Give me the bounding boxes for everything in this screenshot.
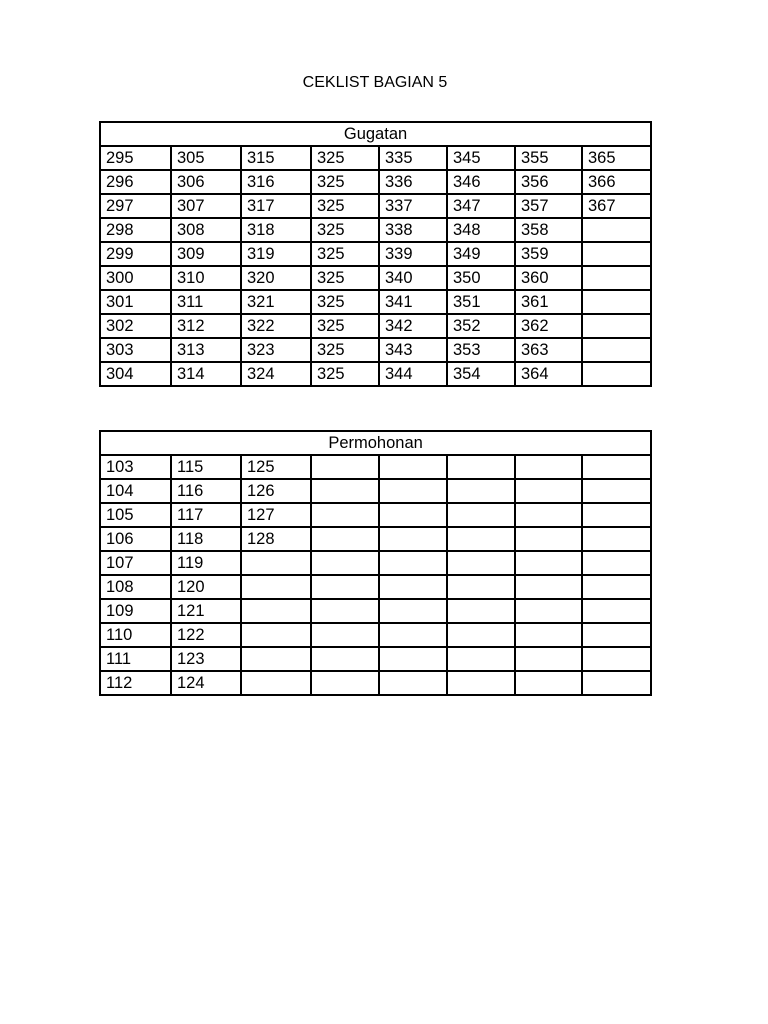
table-cell: 323 <box>241 338 311 362</box>
table-cell: 343 <box>379 338 447 362</box>
table-cell: 298 <box>100 218 171 242</box>
table-cell: 106 <box>100 527 171 551</box>
table-cell: 308 <box>171 218 241 242</box>
table-cell: 117 <box>171 503 241 527</box>
table-cell <box>582 290 651 314</box>
table-cell <box>379 647 447 671</box>
table-cell <box>241 575 311 599</box>
table-row <box>100 218 651 242</box>
table-cell <box>379 623 447 647</box>
table-cell: 364 <box>515 362 582 386</box>
table-cell: 123 <box>171 647 241 671</box>
table-cell: 311 <box>171 290 241 314</box>
table-cell: 305 <box>171 146 241 170</box>
table-cell: 325 <box>311 266 379 290</box>
document-title: CEKLIST BAGIAN 5 <box>302 74 448 91</box>
table-row <box>100 623 651 647</box>
table-cell: 321 <box>241 290 311 314</box>
table-cell: 304 <box>100 362 171 386</box>
table-cell: 115 <box>171 455 241 479</box>
table-cell: 352 <box>447 314 515 338</box>
table-cell: 338 <box>379 218 447 242</box>
table-cell: 318 <box>241 218 311 242</box>
table-row <box>100 266 651 290</box>
table-cell: 300 <box>100 266 171 290</box>
table-cell: 307 <box>171 194 241 218</box>
table-cell <box>515 527 582 551</box>
table-cell: 325 <box>311 194 379 218</box>
table-cell: 118 <box>171 527 241 551</box>
table-cell <box>379 575 447 599</box>
table-cell: 325 <box>311 362 379 386</box>
table-cell: 125 <box>241 455 311 479</box>
table-row <box>100 290 651 314</box>
table-cell <box>379 671 447 695</box>
table-cell <box>379 527 447 551</box>
table-cell <box>447 623 515 647</box>
table-cell <box>447 671 515 695</box>
table-row <box>100 551 651 575</box>
table-cell <box>311 623 379 647</box>
table-header-row <box>100 122 651 146</box>
table-cell: 109 <box>100 599 171 623</box>
table-cell: 325 <box>311 146 379 170</box>
table-cell: 111 <box>100 647 171 671</box>
table-cell: 362 <box>515 314 582 338</box>
table-cell <box>582 671 651 695</box>
table-cell: 363 <box>515 338 582 362</box>
table-cell: 313 <box>171 338 241 362</box>
table-row <box>100 575 651 599</box>
table-cell: 345 <box>447 146 515 170</box>
table-cell: 325 <box>311 338 379 362</box>
table-row <box>100 314 651 338</box>
table-cell: 351 <box>447 290 515 314</box>
table-cell <box>582 242 651 266</box>
table-cell: 107 <box>100 551 171 575</box>
table-cell: 347 <box>447 194 515 218</box>
table-row <box>100 455 651 479</box>
table-cell: 325 <box>311 170 379 194</box>
table-cell: 128 <box>241 527 311 551</box>
table-cell <box>582 455 651 479</box>
table-row <box>100 503 651 527</box>
table-cell: 365 <box>582 146 651 170</box>
table-cell <box>241 647 311 671</box>
table-cell: 122 <box>171 623 241 647</box>
table-cell: 325 <box>311 218 379 242</box>
table-cell: 297 <box>100 194 171 218</box>
permohonan-table <box>99 430 652 696</box>
table-row <box>100 647 651 671</box>
table-cell: 354 <box>447 362 515 386</box>
table-cell <box>379 551 447 575</box>
table-cell <box>582 479 651 503</box>
table-cell <box>515 599 582 623</box>
table-cell: 361 <box>515 290 582 314</box>
table-cell <box>311 479 379 503</box>
table-row <box>100 599 651 623</box>
table-cell: 346 <box>447 170 515 194</box>
table-cell <box>241 551 311 575</box>
table-cell: 316 <box>241 170 311 194</box>
table-cell <box>311 599 379 623</box>
table-cell <box>379 455 447 479</box>
table-cell <box>582 503 651 527</box>
table-cell: 357 <box>515 194 582 218</box>
table-cell <box>582 551 651 575</box>
table-cell <box>241 623 311 647</box>
table-cell: 340 <box>379 266 447 290</box>
gugatan-header: Gugatan <box>100 122 651 146</box>
table-cell <box>311 503 379 527</box>
table-cell: 360 <box>515 266 582 290</box>
table-row <box>100 362 651 386</box>
table-cell <box>582 527 651 551</box>
table-cell <box>379 503 447 527</box>
table-cell: 306 <box>171 170 241 194</box>
table-cell: 309 <box>171 242 241 266</box>
table-cell: 301 <box>100 290 171 314</box>
table-row <box>100 194 651 218</box>
table-cell: 314 <box>171 362 241 386</box>
table-cell <box>311 527 379 551</box>
table-cell: 296 <box>100 170 171 194</box>
table-cell <box>582 647 651 671</box>
table-cell <box>515 647 582 671</box>
table-cell <box>515 671 582 695</box>
table-cell <box>447 599 515 623</box>
table-cell: 104 <box>100 479 171 503</box>
table-cell: 119 <box>171 551 241 575</box>
table-cell <box>311 671 379 695</box>
table-cell <box>379 479 447 503</box>
table-cell: 325 <box>311 290 379 314</box>
table-cell: 110 <box>100 623 171 647</box>
table-row <box>100 671 651 695</box>
table-cell: 126 <box>241 479 311 503</box>
table-cell: 310 <box>171 266 241 290</box>
table-cell: 127 <box>241 503 311 527</box>
table-cell: 299 <box>100 242 171 266</box>
table-header-row <box>100 431 651 455</box>
table-cell <box>582 599 651 623</box>
table-cell: 320 <box>241 266 311 290</box>
table-cell: 105 <box>100 503 171 527</box>
table-cell <box>447 479 515 503</box>
table-cell: 312 <box>171 314 241 338</box>
table-cell <box>447 551 515 575</box>
table-cell: 359 <box>515 242 582 266</box>
table-cell: 337 <box>379 194 447 218</box>
table-row <box>100 146 651 170</box>
table-cell <box>379 599 447 623</box>
table-cell: 335 <box>379 146 447 170</box>
table-cell: 325 <box>311 242 379 266</box>
table-cell <box>515 551 582 575</box>
table-cell <box>515 623 582 647</box>
table-cell <box>447 527 515 551</box>
table-cell: 302 <box>100 314 171 338</box>
table-cell <box>311 647 379 671</box>
table-cell: 324 <box>241 362 311 386</box>
table-cell: 317 <box>241 194 311 218</box>
table-cell <box>515 503 582 527</box>
table-cell <box>582 218 651 242</box>
table-cell: 339 <box>379 242 447 266</box>
table-cell <box>582 623 651 647</box>
table-cell <box>241 671 311 695</box>
table-cell: 322 <box>241 314 311 338</box>
table-cell: 356 <box>515 170 582 194</box>
table-row <box>100 242 651 266</box>
table-cell <box>582 314 651 338</box>
table-cell: 120 <box>171 575 241 599</box>
table-cell: 112 <box>100 671 171 695</box>
table-cell <box>582 266 651 290</box>
table-cell: 103 <box>100 455 171 479</box>
table-cell: 342 <box>379 314 447 338</box>
table-cell: 315 <box>241 146 311 170</box>
table-cell: 319 <box>241 242 311 266</box>
table-cell: 348 <box>447 218 515 242</box>
table-cell <box>582 575 651 599</box>
table-cell <box>447 575 515 599</box>
table-cell <box>311 455 379 479</box>
table-cell <box>515 455 582 479</box>
table-cell <box>515 479 582 503</box>
table-cell <box>582 362 651 386</box>
table-cell: 336 <box>379 170 447 194</box>
table-cell: 349 <box>447 242 515 266</box>
table-cell <box>582 338 651 362</box>
table-row <box>100 527 651 551</box>
table-cell: 303 <box>100 338 171 362</box>
table-cell: 355 <box>515 146 582 170</box>
table-cell <box>241 599 311 623</box>
table-cell <box>447 455 515 479</box>
table-cell: 325 <box>311 314 379 338</box>
gugatan-table <box>99 121 652 387</box>
table-cell <box>515 575 582 599</box>
table-cell: 366 <box>582 170 651 194</box>
table-cell <box>447 503 515 527</box>
table-cell: 295 <box>100 146 171 170</box>
table-cell <box>447 647 515 671</box>
table-cell <box>311 575 379 599</box>
table-cell: 121 <box>171 599 241 623</box>
table-cell: 341 <box>379 290 447 314</box>
table-cell: 124 <box>171 671 241 695</box>
table-cell <box>311 551 379 575</box>
table-cell: 358 <box>515 218 582 242</box>
table-cell: 116 <box>171 479 241 503</box>
permohonan-header: Permohonan <box>100 431 651 455</box>
table-row <box>100 338 651 362</box>
table-cell: 350 <box>447 266 515 290</box>
table-cell: 108 <box>100 575 171 599</box>
table-row <box>100 170 651 194</box>
table-cell: 353 <box>447 338 515 362</box>
table-cell: 367 <box>582 194 651 218</box>
table-row <box>100 479 651 503</box>
table-cell: 344 <box>379 362 447 386</box>
